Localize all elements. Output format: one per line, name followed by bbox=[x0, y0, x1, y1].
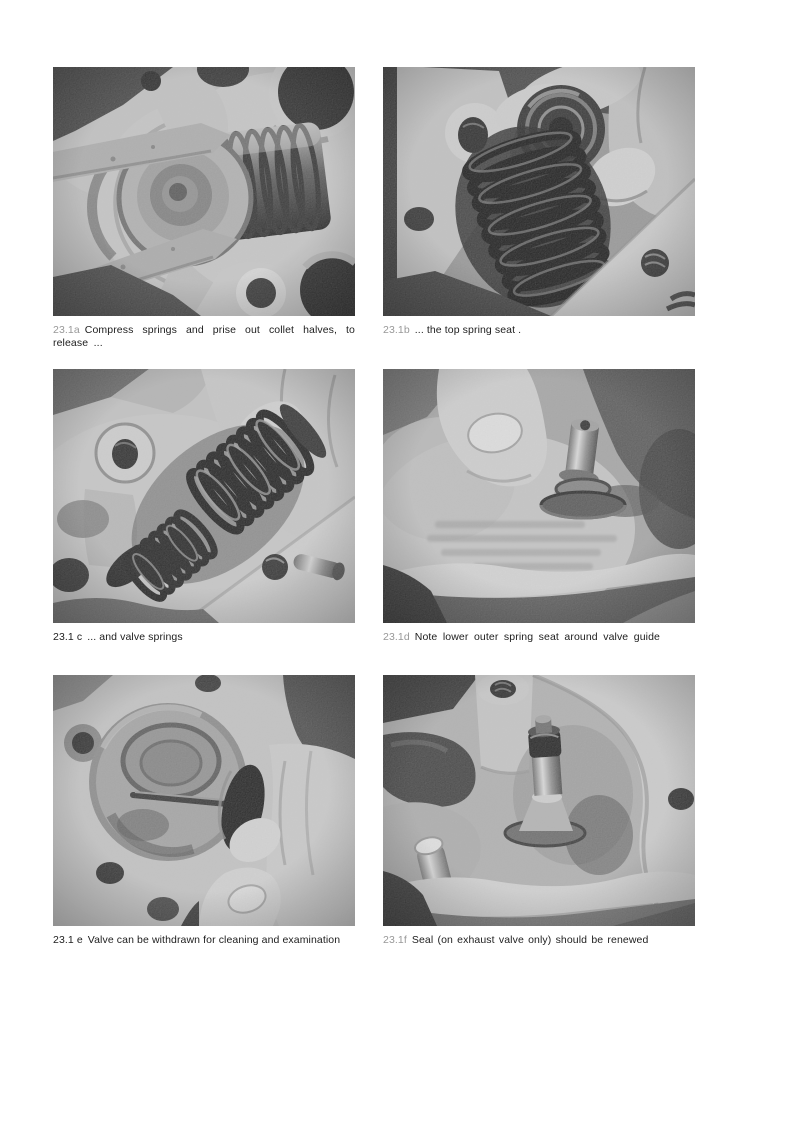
photo-spring-compressor-collets bbox=[53, 67, 355, 316]
figure-caption-text: Seal (on exhaust valve only) should be renewed bbox=[411, 934, 649, 946]
figure-caption bbox=[53, 324, 355, 350]
photo-artwork bbox=[53, 369, 355, 623]
figure-23-1d bbox=[383, 369, 695, 644]
figure-label: 23.1 e bbox=[53, 934, 83, 946]
photo-exhaust-valve-stem-seal bbox=[383, 675, 695, 926]
figure-label: 23.1a bbox=[53, 324, 80, 336]
figure-caption-text: Valve can be withdrawn for cleaning and examination bbox=[87, 934, 341, 946]
figure-caption-text: ... the top spring seat . bbox=[414, 324, 522, 336]
photo-artwork bbox=[383, 369, 695, 623]
photo-artwork bbox=[383, 67, 695, 316]
photo-top-spring-seat bbox=[383, 67, 695, 316]
photo-valve-withdrawal bbox=[53, 675, 355, 926]
figure-label: 23.1 c bbox=[53, 631, 83, 643]
figure-label: 23.1f bbox=[383, 934, 407, 946]
figure-23-1b bbox=[383, 67, 695, 337]
figure-23-1e bbox=[53, 675, 355, 947]
photo-artwork bbox=[383, 675, 695, 926]
photo-artwork bbox=[53, 675, 355, 926]
figure-23-1f bbox=[383, 675, 695, 947]
figure-23-1a bbox=[53, 67, 355, 350]
photo-valve-springs-removal bbox=[53, 369, 355, 623]
figure-23-1c bbox=[53, 369, 355, 644]
figure-caption-text: ... and valve springs bbox=[87, 631, 183, 643]
figure-label: 23.1d bbox=[383, 631, 410, 643]
figure-caption-text: Compress springs and prise out collet halves, to release ... bbox=[53, 324, 355, 349]
figure-caption bbox=[383, 324, 695, 337]
photo-artwork bbox=[53, 67, 355, 316]
figure-label: 23.1b bbox=[383, 324, 410, 336]
photo-lower-spring-seat-valve-guide bbox=[383, 369, 695, 623]
figure-caption-text: Note lower outer spring seat around valve guide bbox=[414, 631, 660, 643]
figure-caption bbox=[53, 631, 355, 644]
figure-caption bbox=[53, 934, 355, 947]
figure-caption bbox=[383, 934, 695, 947]
figure-caption bbox=[383, 631, 695, 644]
